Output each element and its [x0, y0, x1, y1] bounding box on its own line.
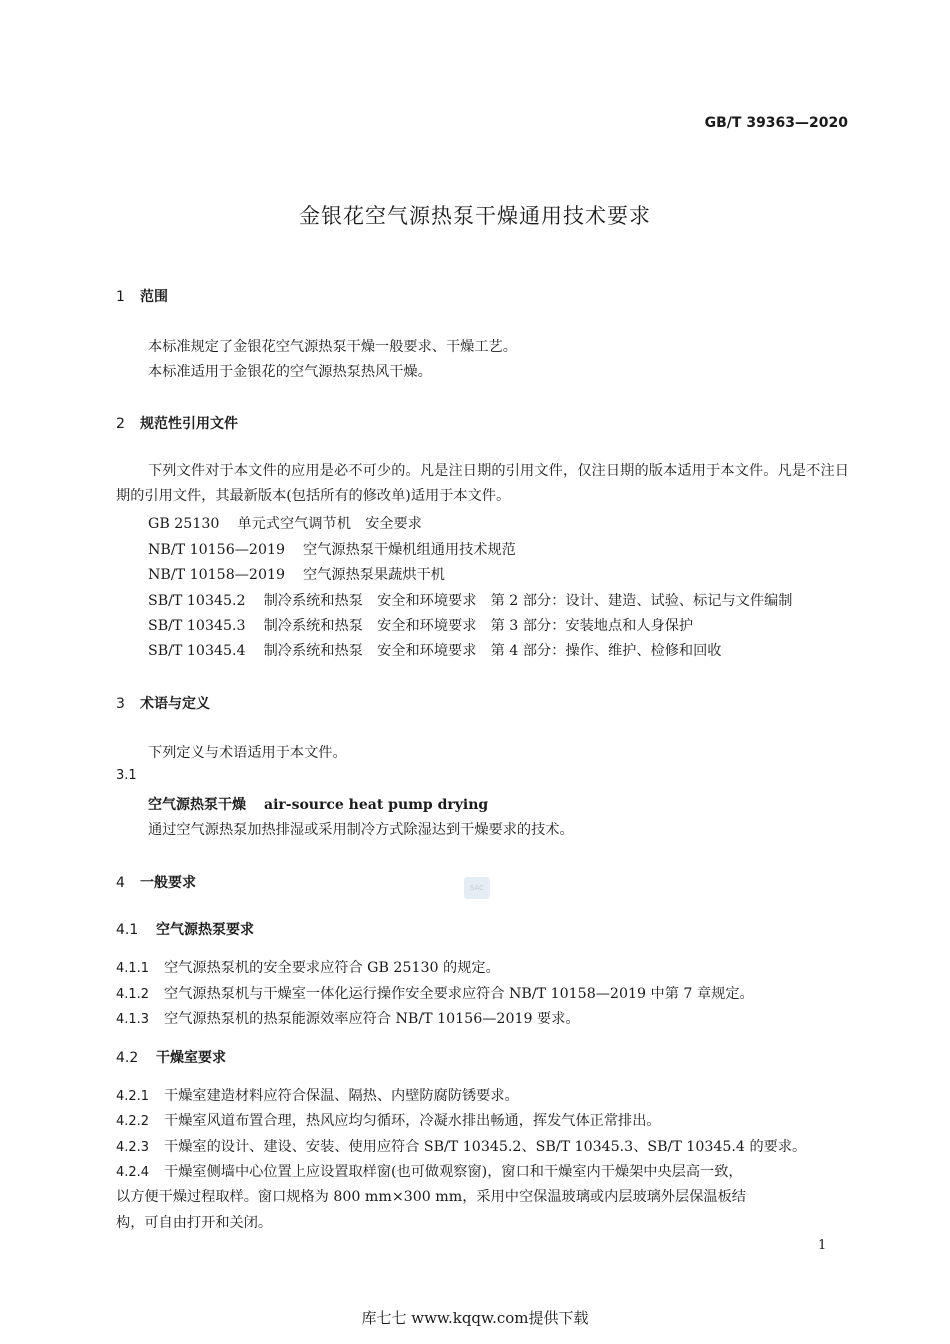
section-number: 4: [116, 875, 125, 891]
clause-text: 干燥室建造材料应符合保温、隔热、内壁防腐防锈要求。: [164, 1088, 519, 1104]
section-4-heading: [116, 872, 196, 892]
reference-code: SB/T 10345.2: [148, 593, 246, 609]
reference-item: [148, 564, 445, 584]
clause: [116, 957, 500, 977]
reference-item: [148, 615, 693, 635]
clause-4-2-4-line-1: [116, 1161, 743, 1181]
clause-number: 4.1.3: [116, 1012, 150, 1027]
section-2-heading: [116, 413, 238, 433]
page-number: 1: [818, 1238, 827, 1253]
reference-code: NB/T 10158—2019: [148, 567, 286, 583]
term-definition: 通过空气源热泵加热排湿或采用制冷方式除湿达到干燥要求的技术。: [148, 822, 574, 838]
clause-number: 4.2.3: [116, 1140, 150, 1155]
section-1-heading: [116, 286, 168, 306]
clause-text: 空气源热泵机的热泵能源效率应符合 NB/T 10156—2019 要求。: [164, 1011, 580, 1027]
clause-text: 空气源热泵机的安全要求应符合 GB 25130 的规定。: [164, 960, 500, 976]
clause-number: 4.2.4: [116, 1165, 150, 1180]
reference-item: [148, 513, 422, 533]
clause: [116, 1008, 580, 1028]
reference-title: 空气源热泵果蔬烘干机: [303, 567, 445, 583]
scope-paragraph-2: 本标准适用于金银花的空气源热泵热风干燥。: [148, 364, 432, 380]
reference-code: GB 25130: [148, 516, 220, 532]
download-footer: 库七七 www.kqqw.com提供下载: [361, 1309, 589, 1327]
reference-title: 制冷系统和热泵 安全和环境要求 第 2 部分：设计、建造、试验、标记与文件编制: [263, 593, 793, 609]
section-3-heading: [116, 693, 210, 713]
clause-text: 干燥室风道布置合理，热风应均匀循环，冷凝水排出畅通，挥发气体正常排出。: [164, 1113, 661, 1129]
terms-intro: 下列定义与术语适用于本文件。: [148, 745, 347, 761]
sac-watermark-logo: SAC: [464, 877, 490, 899]
normative-references-intro: 下列文件对于本文件的应用是必不可少的。凡是注日期的引用文件，仅注日期的版本适用于本文件。凡是不注日期的引用文件，其最新版本(包括所有的修改单)适用于本文件。: [116, 463, 849, 504]
section-number: 1: [116, 289, 125, 305]
section-title: 规范性引用文件: [140, 416, 238, 432]
clause-number: 4.2.1: [116, 1089, 150, 1104]
clause-text: 空气源热泵机与干燥室一体化运行操作安全要求应符合 NB/T 10158—2019 中第 7 章规定。: [164, 986, 754, 1002]
reference-item: [148, 590, 792, 610]
clause: [116, 983, 754, 1003]
clause-4-2-4-line-2: 以方便干燥过程取样。窗口规格为 800 mm×300 mm，采用中空保温玻璃或内层玻璃外层保温板结: [116, 1189, 746, 1205]
section-title: 干燥室要求: [156, 1050, 226, 1066]
section-4-1-heading: [116, 919, 254, 939]
reference-code: SB/T 10345.4: [148, 643, 246, 659]
term-number: 3.1: [116, 768, 137, 783]
clause: [116, 1085, 519, 1105]
scope-paragraph-1: 本标准规定了金银花空气源热泵干燥一般要求、干燥工艺。: [148, 339, 517, 355]
section-number: 2: [116, 416, 125, 432]
term-entry: [148, 794, 488, 814]
section-title: 一般要求: [140, 875, 196, 891]
section-number: 4.1: [116, 922, 139, 938]
reference-title: 空气源热泵干燥机组通用技术规范: [303, 542, 516, 558]
reference-code: NB/T 10156—2019: [148, 542, 286, 558]
clause-number: 4.1.2: [116, 987, 150, 1002]
section-number: 3: [116, 696, 125, 712]
reference-item: [148, 640, 721, 660]
section-number: 4.2: [116, 1050, 139, 1066]
clause: [116, 1136, 806, 1156]
reference-code: SB/T 10345.3: [148, 618, 246, 634]
reference-title: 制冷系统和热泵 安全和环境要求 第 4 部分：操作、维护、检修和回收: [263, 643, 722, 659]
section-title: 范围: [140, 289, 168, 305]
standard-code: GB/T 39363—2020: [704, 115, 848, 131]
section-title: 空气源热泵要求: [156, 922, 254, 938]
term-english: air-source heat pump drying: [264, 797, 489, 813]
section-title: 术语与定义: [140, 696, 210, 712]
document-title: 金银花空气源热泵干燥通用技术要求: [299, 204, 651, 228]
clause-number: 4.2.2: [116, 1114, 150, 1129]
clause-4-2-4-line-3: 构，可自由打开和关闭。: [116, 1215, 273, 1231]
term-chinese: 空气源热泵干燥: [148, 797, 246, 813]
clause-text: 干燥室的设计、建设、安装、使用应符合 SB/T 10345.2、SB/T 10345.3、SB/T 10345.4 的要求。: [164, 1139, 807, 1155]
reference-title: 制冷系统和热泵 安全和环境要求 第 3 部分：安装地点和人身保护: [263, 618, 694, 634]
clause-number: 4.1.1: [116, 961, 150, 976]
reference-item: [148, 539, 516, 559]
reference-title: 单元式空气调节机 安全要求: [237, 516, 422, 532]
section-4-2-heading: [116, 1047, 226, 1067]
clause: [116, 1110, 661, 1130]
clause-text: 干燥室侧墙中心位置上应设置取样窗(也可做观察窗)，窗口和干燥室内干燥架中央层高一致，: [164, 1164, 743, 1180]
